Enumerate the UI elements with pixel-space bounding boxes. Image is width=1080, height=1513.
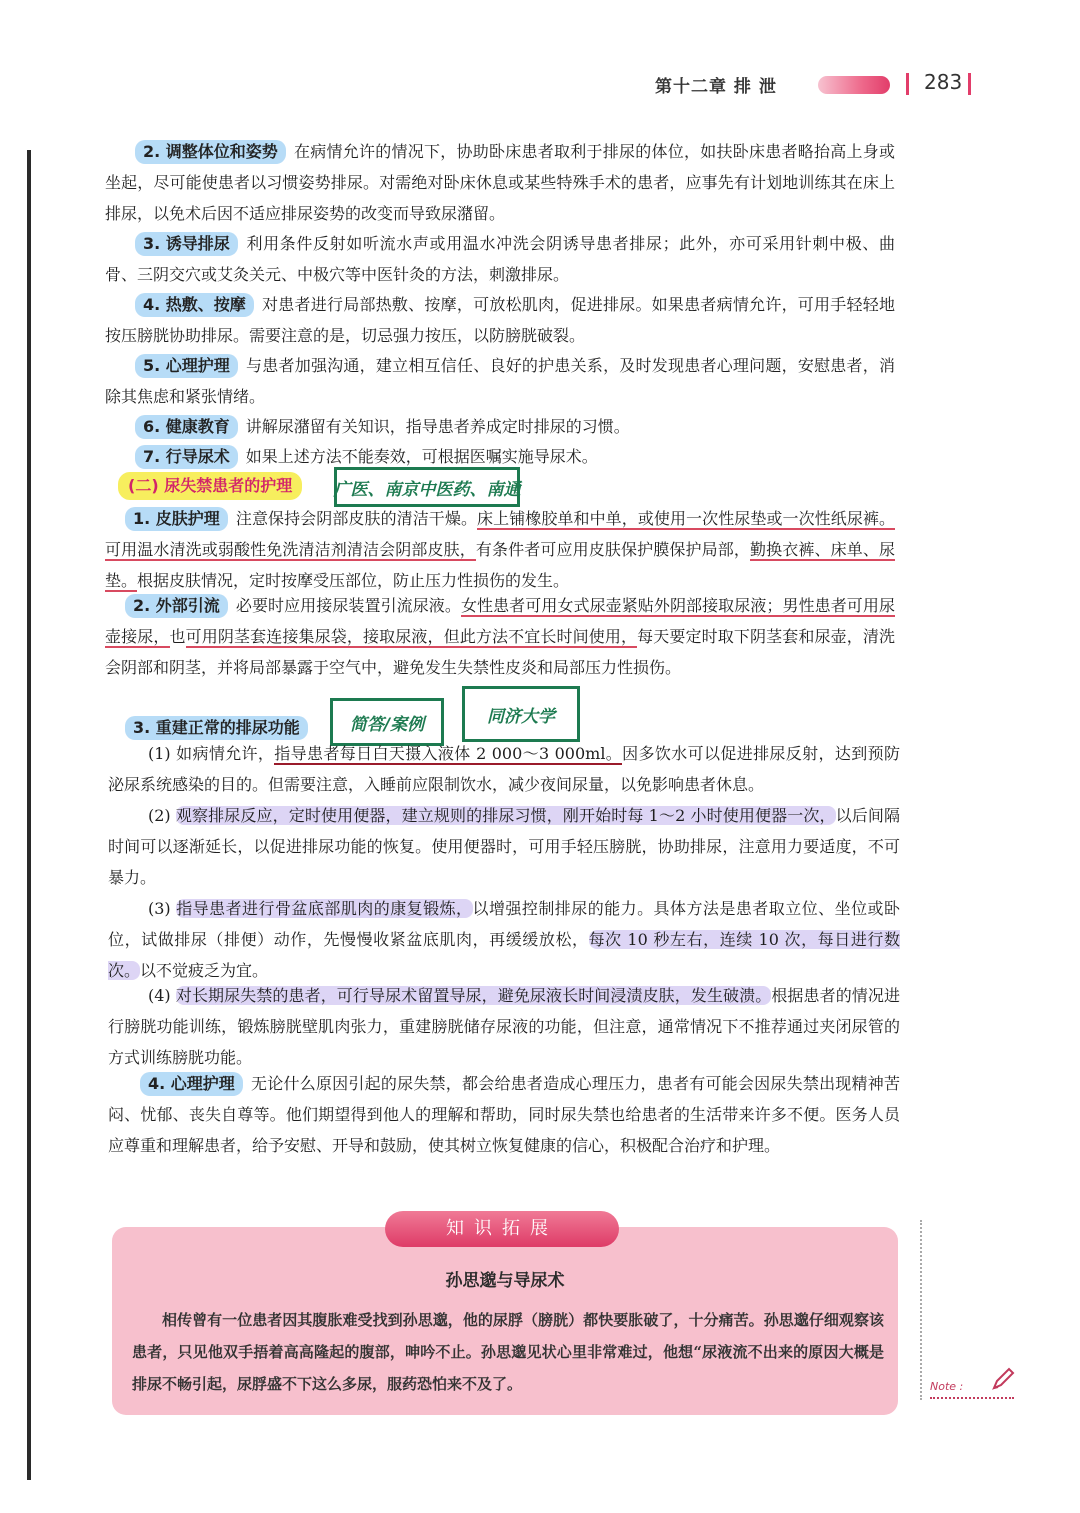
note-line xyxy=(930,1397,1014,1399)
label-massage: 4. 热敷、按摩 xyxy=(135,293,254,317)
label-external-drainage: 2. 外部引流 xyxy=(125,594,228,618)
text-rebuild-4b: 对长期尿失禁的患者，可行导尿术留置导尿，避免尿液长时间浸渍皮肤，发生破溃。 xyxy=(175,986,772,1005)
label-posture: 2. 调整体位和姿势 xyxy=(135,140,286,164)
text-rebuild-2b: 观察排尿反应，定时使用便器，建立规则的排尿习惯，刚开始时每 1～2 小时使用便器一次， xyxy=(175,806,836,825)
label-catheter: 7. 行导尿术 xyxy=(135,445,238,469)
label-psych1: 5. 心理护理 xyxy=(135,354,238,378)
margin-divider xyxy=(920,1220,924,1400)
text-skin-3: 可用温水清洗或弱酸性免洗清洁剂清洁会阴部皮肤， xyxy=(105,540,476,559)
text-rebuild-4c: 根据患者的情况进行膀胱功能训练，锻炼膀胱壁肌肉张力，重建膀胱储存尿液的功能，但注意，通常情况下不推荐通过夹闭尿管的方式训练膀胱功能。 xyxy=(108,986,900,1067)
text-drain-4: 也 xyxy=(169,627,186,646)
chapter-title: 第十二章 排 泄 xyxy=(655,77,777,97)
page-header xyxy=(0,70,1080,100)
text-rebuild-4a: (4) xyxy=(148,986,176,1005)
paragraph-rebuild-4 xyxy=(108,980,900,1073)
paragraph-external-drainage xyxy=(105,590,895,683)
text-drain-3: 男性患者可用尿壶接尿， xyxy=(105,596,895,646)
handwritten-tag-university: 同济大学 xyxy=(462,686,580,742)
text-rebuild-3d: 每次 10 秒左右，连续 10 次，每日进行数次。 xyxy=(108,930,900,980)
knowledge-tab: 知识拓展 xyxy=(385,1211,619,1247)
paragraph-health-edu xyxy=(105,411,895,442)
text-rebuild-2c: 以后间隔时间可以逐渐延长，以促进排尿功能的恢复。使用便器时，可用手轻压膀胱，协助排尿，注意用力要适度，不可暴力。 xyxy=(108,806,900,887)
label-induce: 3. 诱导排尿 xyxy=(135,232,238,256)
text-rebuild-3b: 指导患者进行骨盆底部肌肉的康复锻炼， xyxy=(176,899,473,918)
header-separator-right xyxy=(968,73,971,95)
text-psych1: 与患者加强沟通，建立相互信任、良好的护患关系，及时发现患者心理问题，安慰患者，消除其焦虑和紧张情绪。 xyxy=(105,356,895,406)
paragraph-posture xyxy=(105,136,895,229)
pencil-icon xyxy=(990,1366,1016,1392)
paragraph-psych1 xyxy=(105,350,895,412)
text-rebuild-2a: (2) xyxy=(148,806,176,825)
text-skin-4: 有条件者可应用皮肤保护膜保护局部， xyxy=(475,540,750,559)
label-health-edu: 6. 健康教育 xyxy=(135,415,238,439)
header-separator xyxy=(906,73,909,95)
label-skin-care: 1. 皮肤护理 xyxy=(125,507,228,531)
text-rebuild-3e: 以不觉疲乏为宜。 xyxy=(140,961,269,980)
text-drain-5: 可用阴茎套连接集尿袋，接取尿液，但此方法不宜长时间使用， xyxy=(185,627,638,646)
knowledge-text: 相传曾有一位患者因其腹胀难受找到孙思邈，他的尿脬（膀胱）都快要胀破了，十分痛苦。孙思邈仔细观察该患者，只见他双手捂着高高隆起的腹部，呻吟不止。孙思邈见状心里非常难过，他想“尿液流不出来的原因大概是排尿不畅引起，尿脬盛不下这么多尿，服药恐怕来不及了。 xyxy=(132,1311,884,1393)
binding-edge xyxy=(27,150,31,1480)
paragraph-rebuild-3 xyxy=(108,893,900,986)
text-skin-6: 根据皮肤情况，定时按摩受压部位，防止压力性损伤的发生。 xyxy=(137,571,570,590)
text-induce: 利用条件反射如听流水声或用温水冲洗会阴诱导患者排尿；此外，亦可采用针刺中极、曲骨、三阴交穴或艾灸关元、中极穴等中医针灸的方法，刺激排尿。 xyxy=(105,234,895,284)
section-title-incontinence: (二) 尿失禁患者的护理 xyxy=(118,472,302,500)
text-rebuild-3a: (3) xyxy=(148,899,177,918)
handwritten-tag-question-type: 简答/案例 xyxy=(330,698,444,746)
text-skin-5: 勤换衣裤、床单、尿垫。 xyxy=(105,540,895,590)
paragraph-skin-care xyxy=(105,503,895,596)
paragraph-rebuild-2 xyxy=(108,800,900,893)
knowledge-title: 孙思邈与导尿术 xyxy=(445,1271,565,1291)
text-rebuild-1c: 因多饮水可以促进排尿反射，达到预防泌尿系统感染的目的。但需要注意，入睡前应限制饮水，减少夜间尿量，以免影响患者休息。 xyxy=(108,744,900,794)
text-health-edu: 讲解尿潴留有关知识，指导患者养成定时排尿的习惯。 xyxy=(245,417,630,436)
label-rebuild: 3. 重建正常的排尿功能 xyxy=(125,716,308,740)
paragraph-psych-care xyxy=(108,1068,900,1161)
text-drain-2: 女性患者可用女式尿壶紧贴外阴部接取尿液； xyxy=(460,596,783,615)
text-posture: 在病情允许的情况下，协助卧床患者取利于排尿的体位，如扶卧床患者略抬高上身或坐起，尽可能使患者以习惯姿势排尿。对需绝对卧床休息或某些特殊手术的患者，应事先有计划地训练其在床上排尿，以免术后因不适应排尿姿势的改变而导致尿潴留。 xyxy=(105,142,895,223)
text-rebuild-1a: (1) 如病情允许， xyxy=(148,744,275,763)
note-label: Note : xyxy=(930,1380,964,1393)
text-drain-1: 必要时应用接尿装置引流尿液。 xyxy=(235,596,461,615)
paragraph-induce xyxy=(105,228,895,290)
label-psych-care: 4. 心理护理 xyxy=(140,1072,243,1096)
paragraph-massage xyxy=(105,289,895,351)
text-skin-1: 注意保持会阴部皮肤的清洁干燥。 xyxy=(235,509,478,528)
handwritten-tag-schools: 广医、南京中医药、南通 xyxy=(334,467,520,507)
text-massage: 对患者进行局部热敷、按摩，可放松肌肉，促进排尿。如果患者病情允许，可用手轻轻地按压膀胱协助排尿。需要注意的是，切忌强力按压，以防膀胱破裂。 xyxy=(105,295,895,345)
text-psych-care: 无论什么原因引起的尿失禁，都会给患者造成心理压力，患者有可能会因尿失禁出现精神苦闷、忧郁、丧失自尊等。他们期望得到他人的理解和帮助，同时尿失禁也给患者的生活带来许多不便。医务人员应尊重和理解患者，给予安慰、开导和鼓励，使其树立恢复健康的信心，积极配合治疗和护理。 xyxy=(108,1074,900,1155)
text-catheter: 如果上述方法不能奏效，可根据医嘱实施导尿术。 xyxy=(245,447,598,466)
text-drain-6: 每天要定时取下阴茎套和尿壶，清洗会阴部和阴茎，并将局部暴露于空气中，避免发生失禁性皮炎和局部压力性损伤。 xyxy=(105,627,895,677)
header-decor-bar xyxy=(818,76,890,94)
text-rebuild-3c: 以增强控制排尿的能力。具体方法是患者取立位、坐位或卧位，试做排尿（排便）动作，先慢慢收紧盆底肌肉，再缓缓放松， xyxy=(108,899,900,949)
text-skin-2: 床上铺橡胶单和中单，或使用一次性尿垫或一次性纸尿裤。 xyxy=(477,509,895,528)
paragraph-rebuild-1 xyxy=(108,738,900,800)
text-rebuild-1b: 指导患者每日白天摄入液体 2 000～3 000ml。 xyxy=(274,744,623,763)
page-number: 283 xyxy=(924,70,963,94)
